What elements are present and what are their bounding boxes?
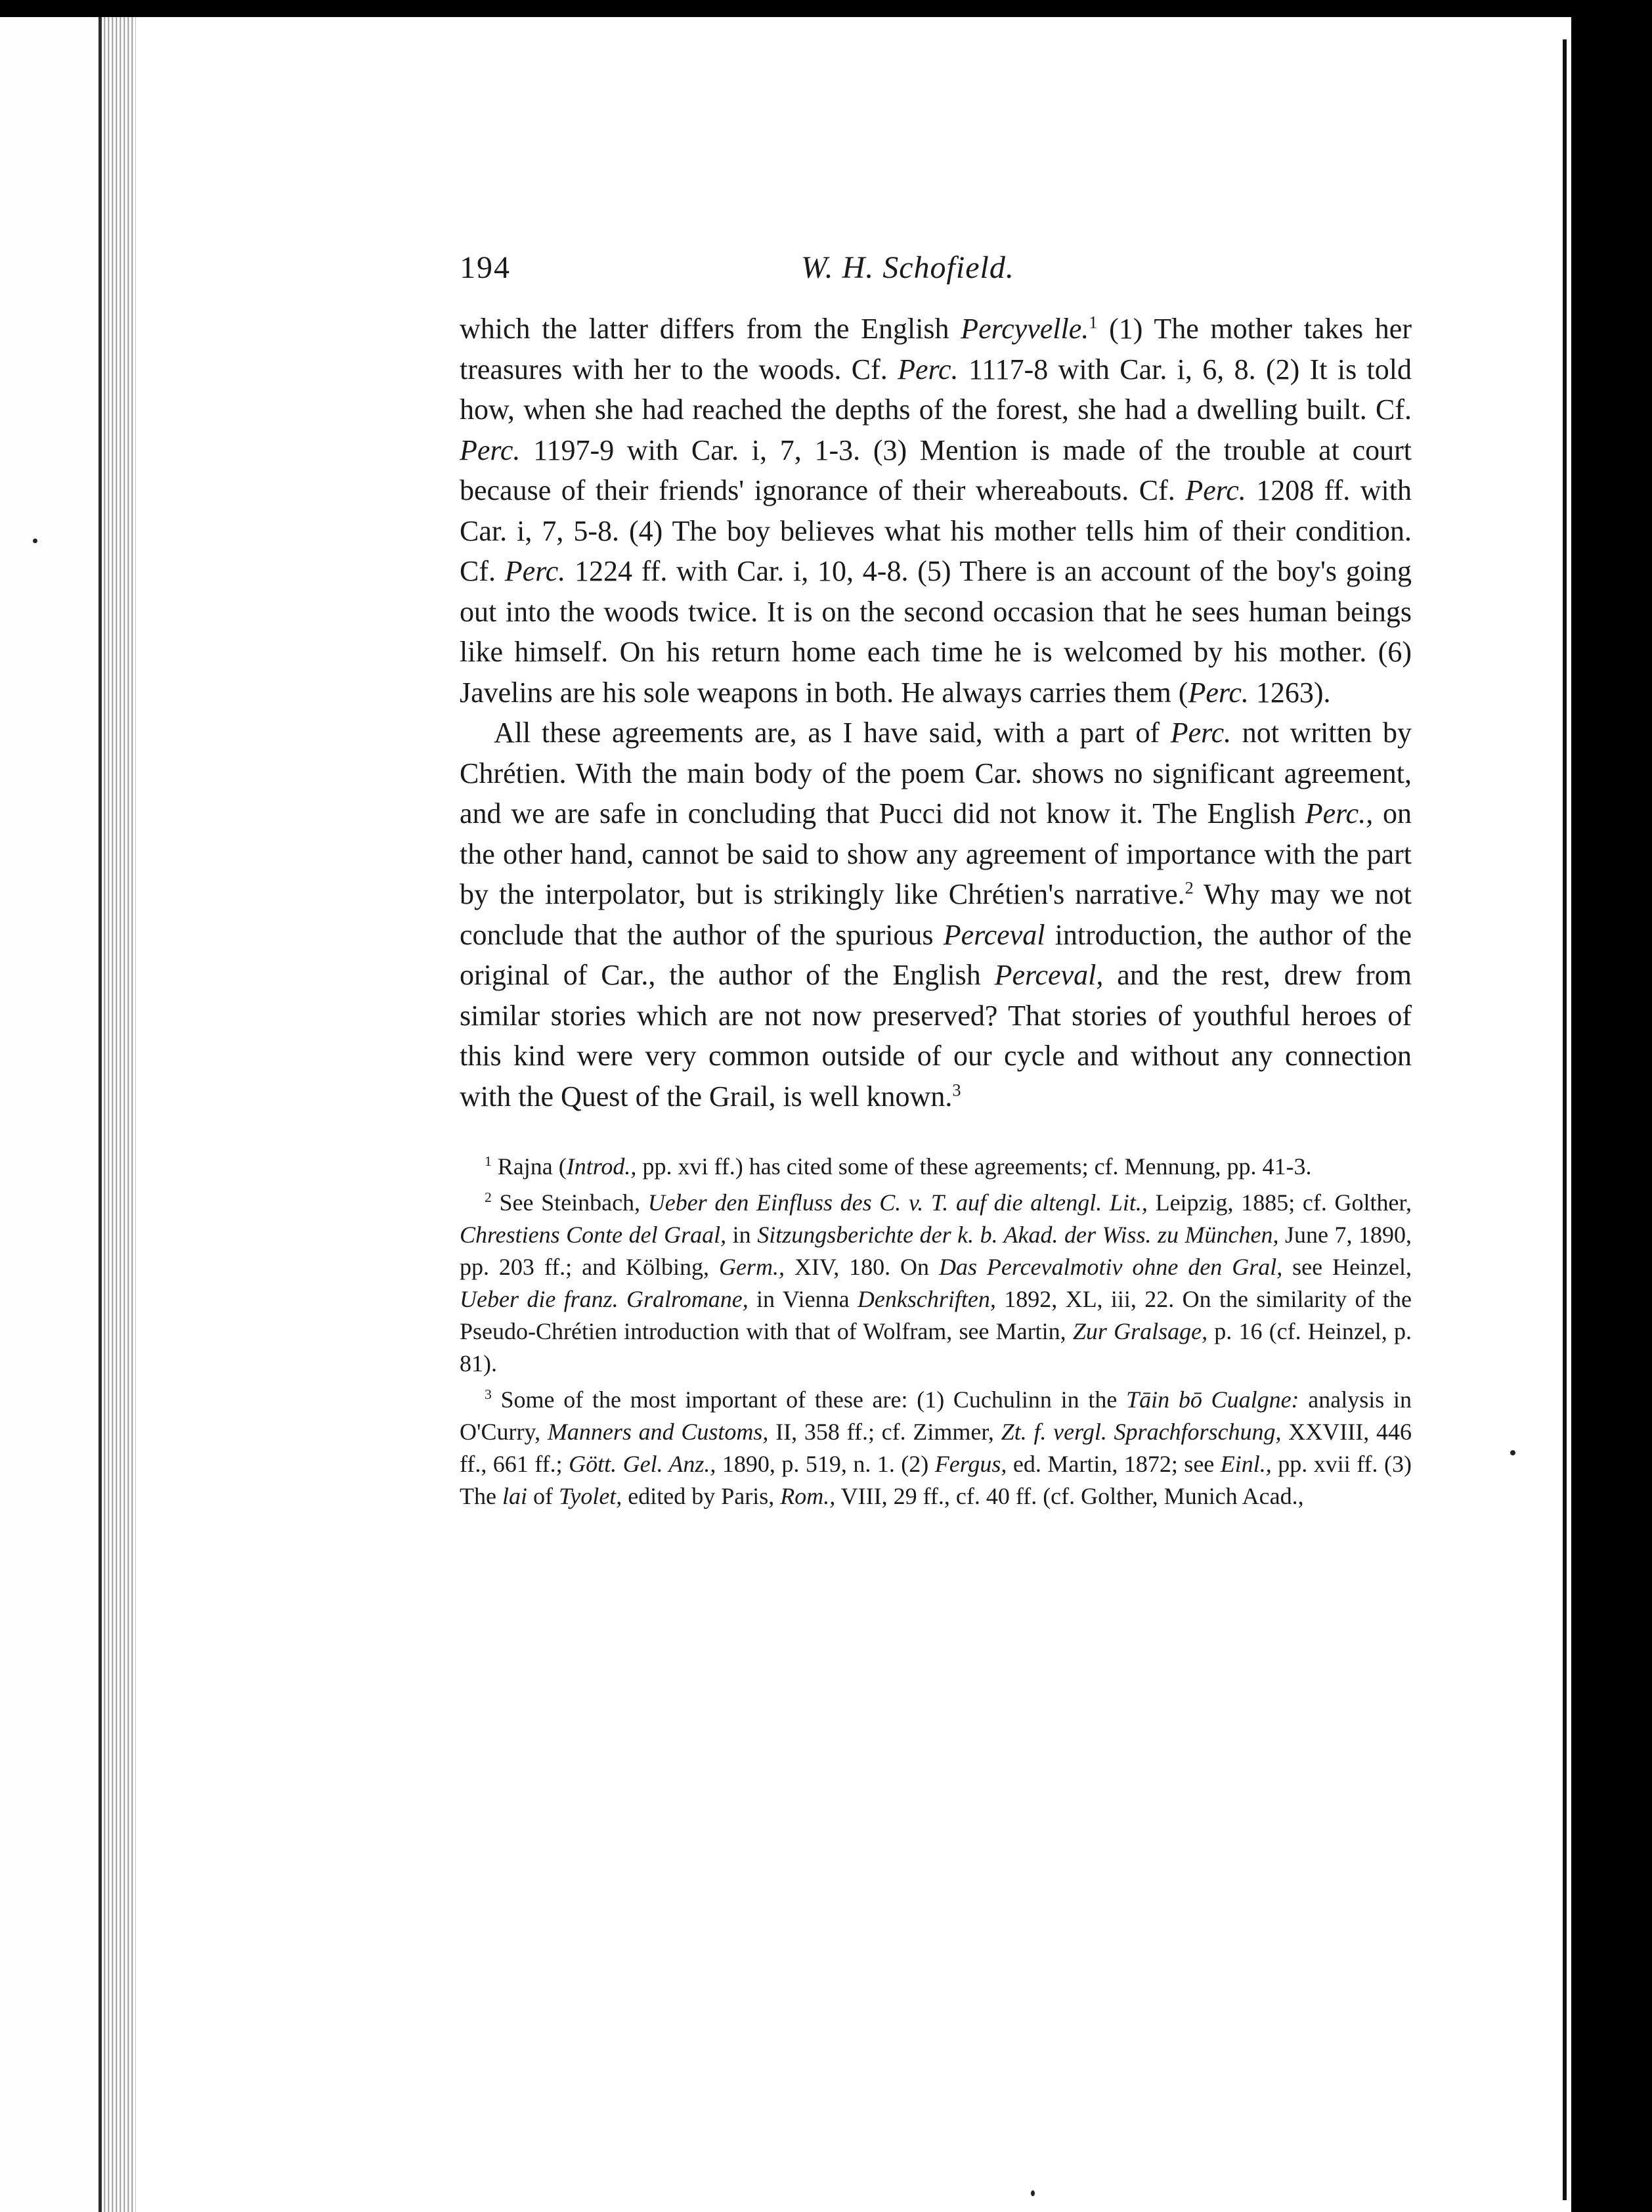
scan-speck [33, 539, 37, 543]
running-head [460, 250, 1412, 309]
footnote: $^3$ Some of the most important of these are: (1) Cuchulinn in the Tāin bō Cualgne: analysis in O'Curry, Manners and Customs, II, 358 ff.; cf. Zimmer, Zt. f. vergl. Sprachforschung, XXVIII, 446 ff., 661 ff.; Gött. Gel. Anz., 1890, p. 519, n. 1. (2) Fergus, ed. Martin, 1872; see Einl., pp. xvii ff. (3) The lai of Tyolet, edited by Paris, Rom., VIII, 29 ff., cf. 40 ff. (cf. Golther, Munich Acad., [460, 1386, 1412, 1509]
book-page-edges [98, 0, 136, 2212]
footnote-ref: 2 [1185, 877, 1194, 898]
footnote: $^2$ See Steinbach, Ueber den Einfluss des C. v. T. auf die altengl. Lit., Leipzig, 1885; cf. Golther, Chrestiens Conte del Graal, in Sitzungsberichte der k. b. Akad. der Wiss. zu München, June 7, 1890, pp. 203 ff.; and Kölbing, Germ., XIV, 180. On Das Percevalmotiv ohne den Gral, see Heinzel, Ueber die franz. Gralromane, in Vienna Denkschriften, 1892, XL, iii, 22. On the similarity of the Pseudo-Chrétien introduction with that of Wolfram, see Martin, Zur Gralsage, p. 16 (cf. Heinzel, p. 81). [460, 1189, 1412, 1377]
footnote-ref: 3 [952, 1079, 961, 1099]
scan-right-border [1571, 0, 1652, 2212]
scan-margin [0, 0, 98, 2212]
footnote-ref: 1 [1089, 312, 1098, 332]
paragraph: which the latter differs from the English Percyvelle.$^1$ (1) The mother takes her treasures with her to the woods. Cf. Perc. 1117-8 with Car. i, 6, 8. (2) It is told how, when she had reached the depths of the forest, she had a dwelling built. Cf. Perc. 1197-9 with Car. i, 7, 1-3. (3) Mention is made of the trouble at court because of their friends' ignorance of their whereabouts. Cf. Perc. 1208 ff. with Car. i, 7, 5-8. (4) The boy believes what his mother tells him of their condition. Cf. Perc. 1224 ff. with Car. i, 10, 4-8. (5) There is an account of the boy's going out into the woods twice. It is on the second occasion that he sees human beings like himself. On his return home each time he is welcomed by his mother. (6) Javelins are his sole weapons in both. He always carries them (Perc. 1263). [460, 312, 1412, 709]
scan-top-border [0, 0, 1652, 17]
scan-speck [1031, 2190, 1035, 2196]
facing-page-edge [1563, 39, 1567, 2200]
page-number: 194 [460, 250, 511, 285]
paragraph: All these agreements are, as I have said, with a part of Perc. not written by Chrétien. With the main body of the poem Car. shows no significant agreement, and we are safe in concluding that Pucci did not know it. The English Perc., on the other hand, cannot be said to show any agreement of importance with the part by the interpolator, but is strikingly like Chrétien's narrative.$^2$ Why may we not conclude that the author of the spurious Perceval introduction, the author of the original of Car., the author of the English Perceval, and the rest, drew from similar stories which are not now preserved? That stories of youthful heroes of this kind were very common outside of our cycle and without any connection with the Quest of the Grail, is well known.$^3$ [460, 717, 1412, 1113]
running-title: W. H. Schofield. [801, 250, 1014, 285]
footnote: $^1$ Rajna (Introd., pp. xvi ff.) has cited some of these agreements; cf. Mennung, pp. 41-3. [485, 1153, 1312, 1180]
book-page [460, 250, 1412, 1516]
scan-speck [1510, 1450, 1515, 1455]
body-text [460, 309, 1412, 1117]
footnotes [460, 1151, 1412, 1513]
